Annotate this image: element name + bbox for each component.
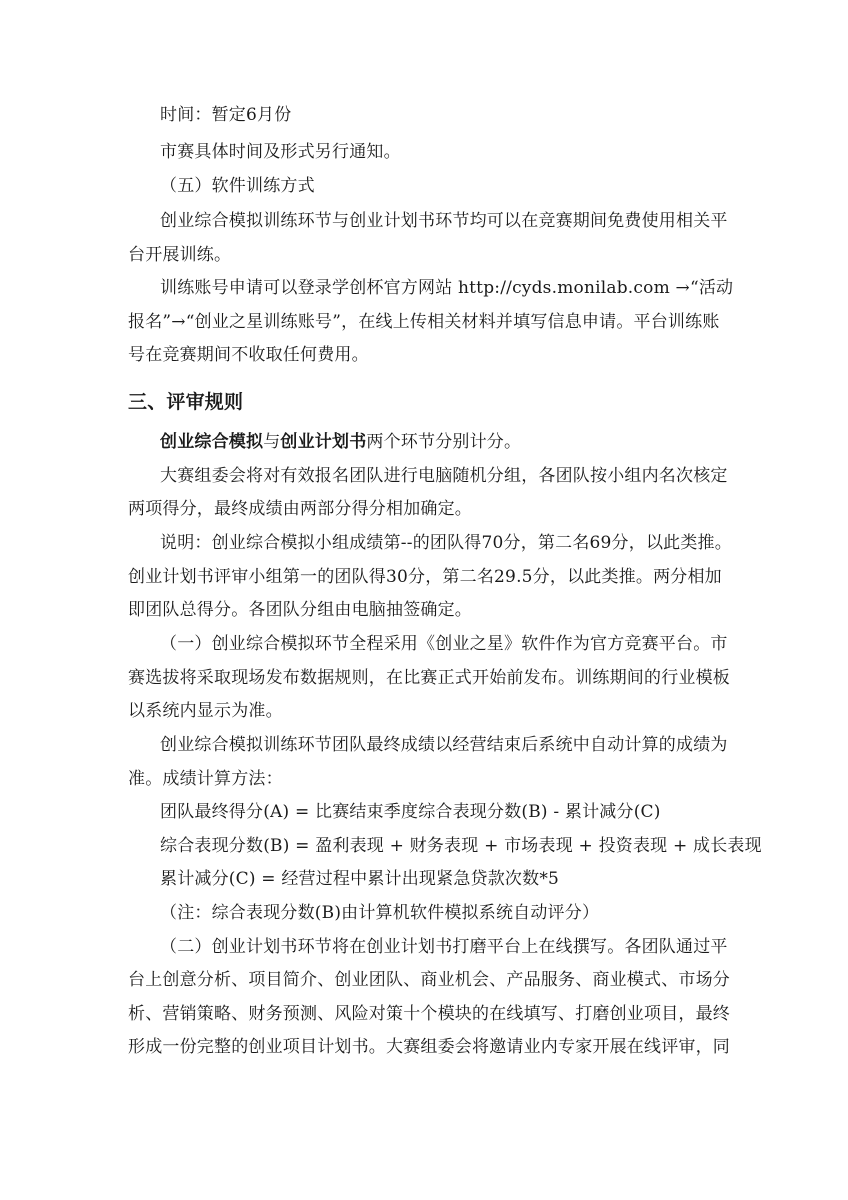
text-line: 说明：创业综合模拟小组成绩第--的团队得70分，第二名69分，以此类推。 [160,533,732,553]
text-line: （一）创业综合模拟环节全程采用《创业之星》软件作为官方竞赛平台。市 [160,634,728,654]
text-line: 台上创意分析、项目简介、创业团队、商业机会、产品服务、商业模式、市场分 [128,970,730,990]
text-line: 台开展训练。 [128,245,232,265]
formula-performance-score: 综合表现分数(B) = 盈利表现 + 财务表现 + 市场表现 + 投资表现 + 成长表现 [160,836,762,856]
text-line: 大赛组委会将对有效报名团队进行电脑随机分组，各团队按小组内名次核定 [160,466,728,486]
text-line: 析、营销策略、财务预测、风险对策十个模块的在线填写、打磨创业项目，最终 [128,1004,730,1024]
text-line: 创业综合模拟训练环节与创业计划书环节均可以在竞赛期间免费使用相关平 [160,211,728,231]
bold-term-plan: 创业计划书 [280,432,367,452]
text-line: 创业综合模拟训练环节团队最终成绩以经营结束后系统中自动计算的成绩为 [160,735,728,755]
text-line: 市赛具体时间及形式另行通知。 [160,142,401,162]
subheading-software-training: （五）软件训练方式 [160,176,315,196]
text-line: 报名”→“创业之星训练账号”，在线上传相关材料并填写信息申请。平台训练账 [128,312,720,332]
text-line: 创业计划书评审小组第一的团队得30分，第二名29.5分，以此类推。两分相加 [128,567,722,587]
text-fragment: 两个环节分别计分。 [366,432,522,452]
text-line: 时间：暂定6月份 [160,105,292,125]
formula-deduction: 累计减分(C) = 经营过程中累计出现紧急贷款次数*5 [160,869,560,889]
text-line: 训练账号申请可以登录学创杯官方网站 http://cyds.monilab.com →“活动 [160,278,734,298]
text-line: 号在竞赛期间不收取任何费用。 [128,345,369,365]
text-line: 以系统内显示为准。 [128,701,283,721]
bold-term-sim: 创业综合模拟 [160,432,264,452]
text-line: （二）创业计划书环节将在创业计划书打磨平台上在线撰写。各团队通过平 [160,937,728,957]
text-line: 形成一份完整的创业项目计划书。大赛组委会将邀请业内专家开展在线评审，同 [128,1037,730,1057]
text-line: 赛选拔将采取现场发布数据规则，在比赛正式开始前发布。训练期间的行业模板 [128,668,730,688]
text-line: 即团队总得分。各团队分组由电脑抽签确定。 [128,600,472,620]
formula-final-score: 团队最终得分(A) = 比赛结束季度综合表现分数(B) - 累计减分(C) [160,802,661,822]
formula-note: （注：综合表现分数(B)由计算机软件模拟系统自动评分） [160,903,600,923]
text-line: 准。成绩计算方法： [128,769,283,789]
text-line-scoring-intro [160,431,521,453]
conjunction: 与 [263,432,281,452]
section-heading-review-rules: 三、评审规则 [128,391,244,413]
text-line: 两项得分，最终成绩由两部分得分相加确定。 [128,499,472,519]
